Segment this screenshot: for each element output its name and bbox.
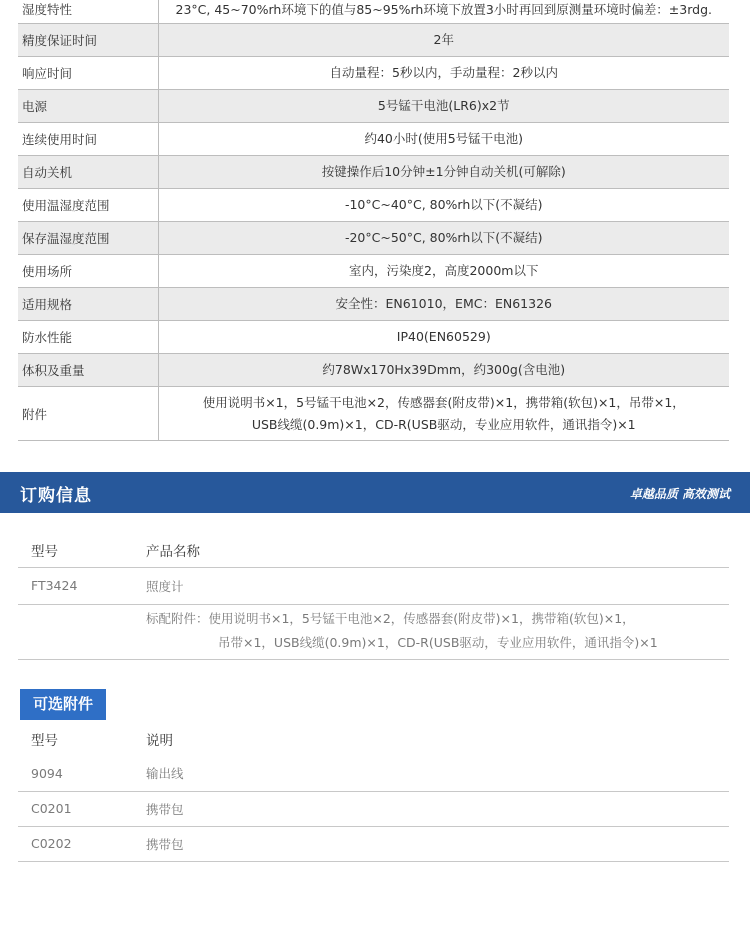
spec-label: 防水性能 [18,321,158,354]
spec-value-line: IP40(EN60529) [396,329,491,344]
spec-value-line: -10°C~40°C, 80%rh以下(不凝结) [344,197,543,212]
spec-value [158,354,729,387]
accessory-desc: 输出线 [146,756,729,791]
accessory-desc: 携带包 [146,791,729,826]
optional-accessories-tag: 可选附件 [20,689,106,720]
spec-row [18,288,729,321]
spec-row [18,90,729,123]
spec-row [18,189,729,222]
order-model: FT3424 [18,567,146,604]
order-info-slogan: 卓越品质 高效测试 [629,487,730,501]
spec-row [18,123,729,156]
spec-row [18,57,729,90]
spec-value-line: 2年 [433,32,454,47]
spec-value-line: 约78Wx170Hx39Dmm，约300g(含电池) [322,362,566,377]
spec-label: 响应时间 [18,57,158,90]
accessory-model: 9094 [18,756,146,791]
accessory-desc: 携带包 [146,826,729,861]
order-table [18,533,729,660]
spec-label: 精度保证时间 [18,24,158,57]
spec-label: 附件 [18,387,158,441]
order-table-header [18,533,729,567]
table-row [18,604,729,659]
accessories-note-line: 吊带×1，USB线缆(0.9m)×1，CD-R(USB驱动，专业应用软件，通讯指令)×1 [218,634,658,650]
order-header-name: 产品名称 [146,533,729,567]
spec-value-line: 按键操作后10分钟±1分钟自动关机(可解除) [321,164,566,179]
spec-label: 使用温湿度范围 [18,189,158,222]
spec-value-line: 使用说明书×1，5号锰干电池×2，传感器套(附皮带)×1，携带箱(软包)×1，吊带×1， [202,394,685,410]
spec-value [158,255,729,288]
order-header-model: 型号 [18,533,146,567]
spec-value [158,90,729,123]
accessories-note-line: 标配附件：使用说明书×1，5号锰干电池×2，传感器套(附皮带)×1，携带箱(软包)×1， [146,610,635,626]
spec-value-line: 5号锰干电池(LR6)x2节 [377,98,510,113]
spec-label: 适用规格 [18,288,158,321]
spec-label: 保存温湿度范围 [18,222,158,255]
spec-value-line: -20°C~50°C, 80%rh以下(不凝结) [344,230,543,245]
accessories-header-desc: 说明 [146,733,173,749]
spec-row [18,24,729,57]
spec-row [18,255,729,288]
spec-value [158,156,729,189]
spec-row [18,321,729,354]
spec-value [158,222,729,255]
spec-value [158,288,729,321]
accessories-header-model: 型号 [31,733,58,749]
table-row [18,756,729,791]
spec-row [18,387,729,441]
spec-value-line: 安全性：EN61010，EMC：EN61326 [335,296,552,311]
spec-row [18,354,729,387]
table-row [18,567,729,604]
order-info-header [0,472,750,513]
order-product-name: 照度计 [146,567,729,604]
spec-value [158,123,729,156]
spec-value [158,387,729,441]
spec-value-line: 室内，污染度2，高度2000m以下 [349,263,539,278]
spec-row [18,222,729,255]
spec-value [158,24,729,57]
spec-value [158,189,729,222]
order-empty-cell [18,604,146,659]
spec-label: 自动关机 [18,156,158,189]
spec-value-line: 23°C, 45~70%rh环境下的值与85~95%rh环境下放置3小时再回到原测量环境时偏差：±3rdg. [175,2,712,17]
spec-value [158,321,729,354]
table-row [18,826,729,861]
optional-accessories-table [18,722,729,862]
accessory-model: C0201 [18,791,146,826]
spec-table-body [18,0,729,441]
spec-table [18,0,729,441]
spec-value-line: 自动量程：5秒以内，手动量程：2秒以内 [329,65,558,80]
spec-value-line: 约40小时(使用5号锰干电池) [364,131,524,146]
spec-label: 使用场所 [18,255,158,288]
spec-label: 电源 [18,90,158,123]
spec-row [18,0,729,24]
spec-value-line: USB线缆(0.9m)×1，CD-R(USB驱动，专业应用软件，通讯指令)×1 [251,416,636,432]
spec-label: 体积及重量 [18,354,158,387]
accessory-model: C0202 [18,826,146,861]
order-accessories-note [146,604,729,659]
spec-value [158,57,729,90]
accessories-table-header [18,722,729,756]
order-info-title: 订购信息 [20,486,92,506]
spec-label: 湿度特性 [18,0,158,24]
spec-value [158,0,729,24]
spec-row [18,156,729,189]
spec-label: 连续使用时间 [18,123,158,156]
table-row [18,791,729,826]
